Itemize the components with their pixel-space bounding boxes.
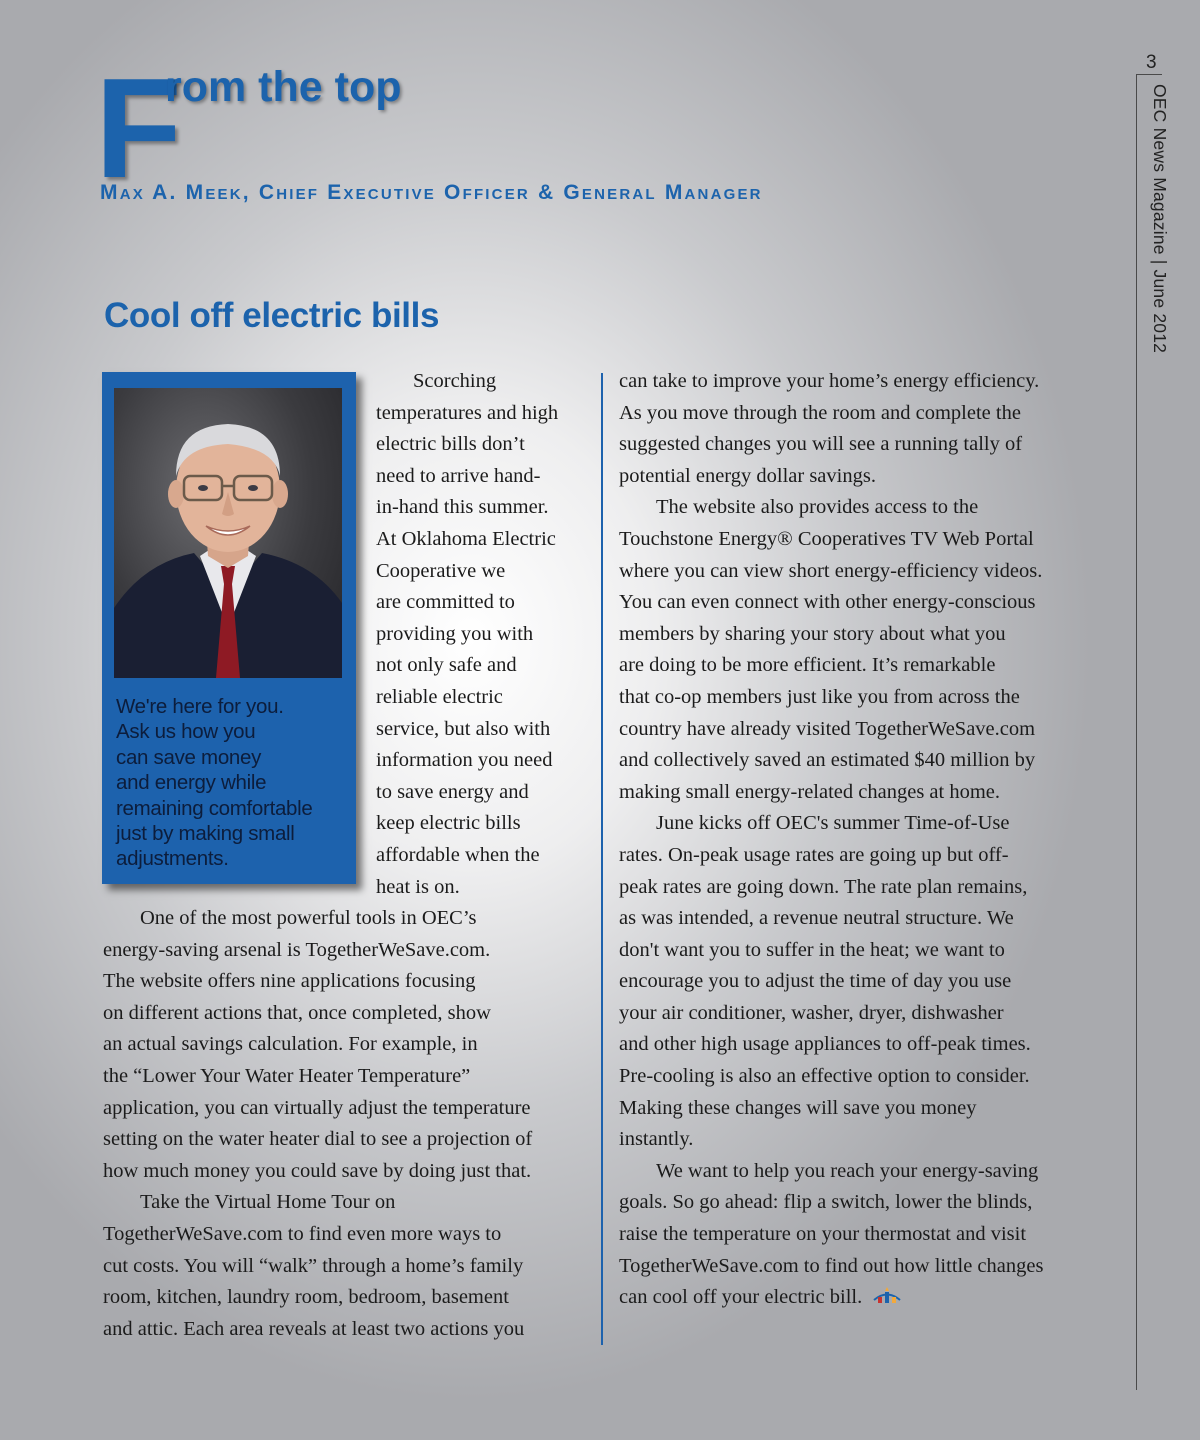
body-line: instantly. [619,1128,694,1151]
body-line: potential energy dollar savings. [619,464,876,487]
article-column-left-bottom [103,903,593,1345]
body-line: that co-op members just like you from across the [619,685,1020,708]
body-line: suggested changes you will see a running tally of [619,433,1023,456]
body-line: not only safe and [376,654,517,677]
body-line-text: can cool off your electric bill. [619,1286,863,1309]
body-line: Scorching [413,370,497,392]
body-line: Making these changes will save you money [619,1096,977,1119]
body-line: Touchstone Energy® Cooperatives TV Web Portal [619,527,1034,550]
body-line: and collectively saved an estimated $40 million by [619,749,1036,772]
body-line: June kicks off OEC's summer Time-of-Use [656,812,1010,835]
body-line: need to arrive hand- [376,464,541,487]
caption-line: Ask us how you [116,720,256,744]
body-line: affordable when the [376,843,540,866]
body-line: TogetherWeSave.com to find out how little changes [619,1254,1044,1277]
caption-line: We're here for you. [116,695,284,718]
body-line: Pre-cooling is also an effective option to consider. [619,1065,1030,1088]
body-line: members by sharing your story about what you [619,622,1006,645]
body-line: setting on the water heater dial to see a projection of [103,1128,533,1151]
body-line: in-hand this summer. [376,496,549,519]
body-line: and other high usage appliances to off-peak times. [619,1033,1031,1056]
body-line: how much money you could save by doing just that. [103,1159,532,1182]
column-divider [601,373,603,1345]
body-line: The website offers nine applications focusing [103,970,476,993]
body-line: cut costs. You will “walk” through a home’s family [103,1254,524,1277]
body-line: heat is on. [376,875,460,898]
body-line: application, you can virtually adjust the temperature [103,1096,531,1119]
caption-line: and energy while [116,771,267,795]
body-line: country have already visited TogetherWeSave.com [619,717,1036,740]
body-line: goals. So go ahead: flip a switch, lower the blinds, [619,1191,1033,1214]
photo-box [102,372,356,884]
body-line: and attic. Each area reveals at least two actions you [103,1317,525,1340]
body-line: as was intended, a revenue neutral structure. We [619,907,1014,930]
body-line: making small energy-related changes at home. [619,780,1001,803]
body-line: energy-saving arsenal is TogetherWeSave.com. [103,938,491,961]
body-line: where you can view short energy-efficiency videos. [619,559,1043,582]
body-line: the “Lower Your Water Heater Temperature” [103,1064,471,1087]
caption-line: can save money [116,745,262,769]
body-line: keep electric bills [376,812,521,835]
body-line: One of the most powerful tools in OEC’s [140,907,477,929]
body-line: reliable electric [376,685,503,708]
side-rule-top [1136,74,1162,75]
body-line: information you need [376,749,553,772]
body-line: peak rates are going down. The rate plan remains, [619,875,1028,898]
running-title: OEC News Magazine | June 2012 [1150,84,1170,354]
body-line: Cooperative we [376,559,506,582]
body-line: providing you with [376,622,534,645]
body-line: We want to help you reach your energy-saving [656,1159,1039,1182]
masthead-title: rom the top [165,63,402,111]
body-line-last [619,1282,1099,1314]
touchstone-energy-logo-icon [872,1284,902,1316]
caption-line: just by making small [116,822,295,846]
body-line: can take to improve your home’s energy efficiency. [619,370,1040,392]
article-headline: Cool off electric bills [104,296,440,335]
body-line: raise the temperature on your thermostat and visit [619,1223,1027,1246]
body-line: temperatures and high [376,401,559,424]
body-line: service, but also with [376,717,551,740]
photo-caption [116,694,348,872]
body-line: At Oklahoma Electric [376,527,556,550]
body-line: are doing to be more efficient. It’s remarkable [619,654,996,677]
body-line: an actual savings calculation. For example, in [103,1033,478,1056]
caption-line: remaining comfortable [116,796,313,820]
page-number: 3 [1146,52,1157,73]
body-line: encourage you to adjust the time of day you use [619,970,1012,993]
body-line: room, kitchen, laundry room, bedroom, basement [103,1286,509,1309]
body-line: As you move through the room and complete the [619,401,1021,424]
masthead-initial: F [95,49,182,208]
body-line: don't want you to suffer in the heat; we want to [619,938,1005,961]
body-line: on different actions that, once completed, show [103,1001,491,1024]
body-line: The website also provides access to the [656,496,979,519]
article-column-right [619,366,1099,1314]
side-rule [1136,74,1137,1390]
byline: Max A. Meek, Chief Executive Officer & General Manager [100,181,763,204]
caption-line: adjustments. [116,847,229,871]
body-line: Take the Virtual Home Tour on [140,1191,396,1214]
body-line: rates. On-peak usage rates are going up but off- [619,843,1009,866]
body-line: TogetherWeSave.com to find even more ways to [103,1222,502,1245]
body-line: your air conditioner, washer, dryer, dishwasher [619,1001,1004,1024]
article-column-left-top [376,366,591,903]
ceo-portrait-photo [114,388,342,678]
body-line: electric bills don’t [376,433,525,456]
body-line: are committed to [376,591,515,614]
body-line: to save energy and [376,780,529,803]
body-line: You can even connect with other energy-conscious [619,591,1036,614]
